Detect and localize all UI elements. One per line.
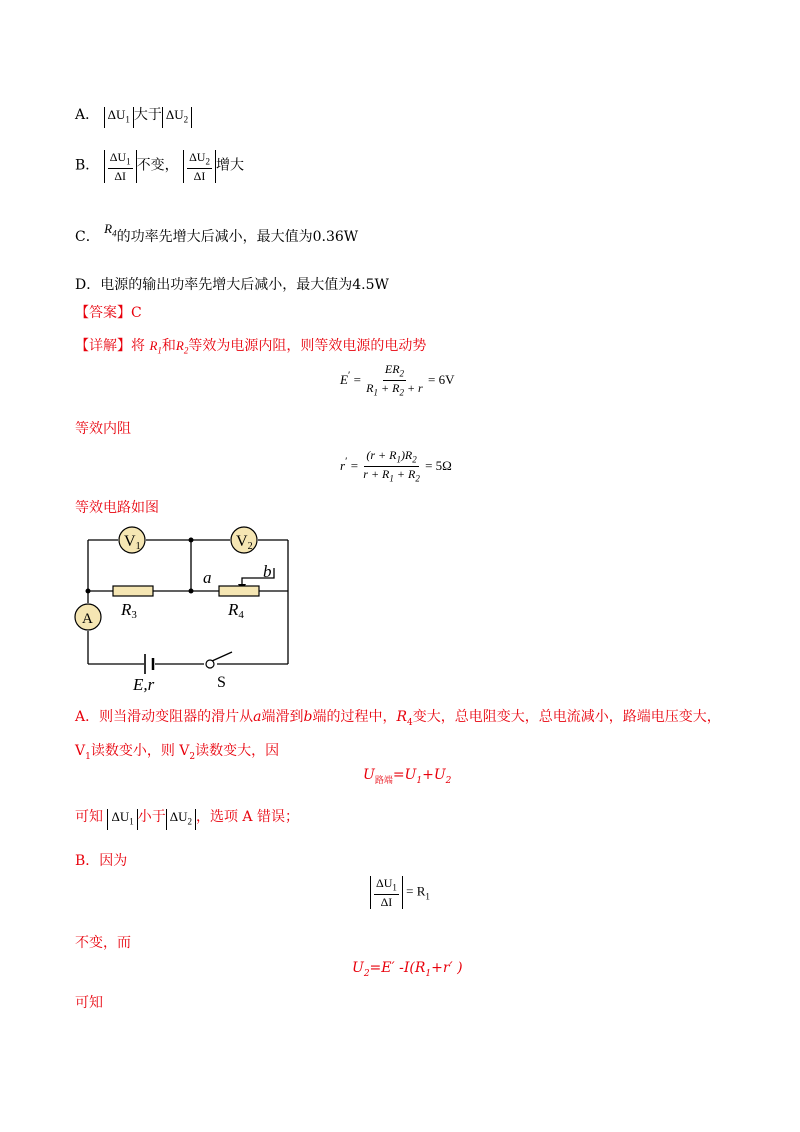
equation-emf: E′ = $\frac{ER_2}{R_1 + R_2 + r}$ = 6V bbox=[340, 362, 455, 398]
option-c bbox=[75, 221, 359, 247]
analysis-b-unchanged: 不变，而 bbox=[75, 935, 131, 951]
ratio-u1-abs: $\frac{\Delta U_1}{\Delta I}$ bbox=[104, 150, 137, 183]
r4-label: R4 bbox=[228, 600, 244, 621]
resistor-r3 bbox=[113, 586, 153, 596]
equation-r-rhs: = 5Ω bbox=[425, 457, 452, 473]
option-c-text: 的功率先增大后减小，最大值为0.36W bbox=[116, 229, 359, 245]
analysis-a-line2: $V_1$读数变小，则 $V_2$读数变大，因 bbox=[75, 743, 280, 762]
ratio-u2-abs: $\frac{\Delta U_2}{\Delta I}$ bbox=[183, 150, 216, 183]
delta-u2-abs: $\Delta U_2$ bbox=[162, 107, 192, 128]
option-b bbox=[75, 150, 244, 183]
option-d bbox=[75, 274, 389, 294]
r3-label: R3 bbox=[121, 600, 137, 621]
option-b-label: B． bbox=[75, 157, 100, 174]
b-label: b bbox=[263, 562, 272, 581]
u2-equation: $U_2=E'$ $-I(R_1+r'$ ) bbox=[352, 960, 463, 979]
option-b-text1: 不变， bbox=[136, 157, 179, 174]
equiv-r-label: 等效内阻 bbox=[75, 421, 131, 437]
explain-bracket: 【详解】 bbox=[75, 338, 131, 354]
option-a bbox=[75, 104, 192, 128]
option-a-text: 大于 bbox=[133, 107, 162, 123]
source-label: E,r bbox=[133, 675, 155, 694]
analysis-b-conclusion: 可知 bbox=[75, 995, 103, 1011]
explain-t2: 和 bbox=[161, 338, 176, 354]
b-equation: $\frac{\Delta U_1}{\Delta I}$ = $R_1$ bbox=[370, 876, 430, 909]
explain-t1: 将 bbox=[131, 338, 145, 354]
option-d-text: 电源的输出功率先增大后减小，最大值为4.5W bbox=[100, 277, 389, 293]
equation-r: r′ = $\frac{(r + R_1)R_2}{r + R_1 + R_2}$ = 5Ω bbox=[340, 448, 452, 484]
switch-contact bbox=[206, 660, 214, 668]
delta-u1-abs: $\Delta U_1$ bbox=[104, 107, 134, 128]
v2-label: V2 bbox=[236, 533, 253, 552]
resistor-r4 bbox=[219, 586, 259, 596]
a-label: a bbox=[203, 568, 212, 587]
option-b-text2: 增大 bbox=[215, 157, 244, 174]
circuit-label: 等效电路如图 bbox=[75, 500, 159, 516]
explain-line bbox=[75, 335, 426, 356]
option-c-var: $R_4$ bbox=[104, 221, 117, 239]
option-d-label: D． bbox=[75, 277, 101, 293]
u-sum-equation: $U_{路端}=U_1+U_2$ bbox=[363, 767, 452, 786]
explain-t3: 等效为电源内阻，则等效电源的电动势 bbox=[188, 338, 427, 354]
answer-line bbox=[75, 302, 142, 322]
ammeter-label: A bbox=[82, 611, 93, 627]
answer-value: C bbox=[131, 305, 142, 321]
circuit-diagram bbox=[60, 520, 310, 695]
r2-symbol: $R_2$ bbox=[175, 338, 189, 356]
option-c-label: C． bbox=[75, 229, 100, 245]
analysis-a-line1: A．则当滑动变阻器的滑片从a端滑到b端的过程中，$R_4$变大，总电阻变大，总电流减小，路端电压变大， bbox=[75, 709, 721, 728]
v1-label: V1 bbox=[124, 533, 141, 552]
switch-label: S bbox=[217, 674, 226, 691]
answer-bracket: 【答案】 bbox=[75, 305, 131, 321]
analysis-b-line: B．因为 bbox=[75, 853, 128, 869]
r1-symbol: $R_1$ bbox=[149, 338, 162, 356]
equation-emf-rhs: = 6V bbox=[427, 371, 455, 387]
analysis-a-conclusion: 可知 $\Delta U_1$ 小于 $\Delta U_2$ ，选项 A 错误； bbox=[75, 806, 299, 830]
option-a-label: A． bbox=[75, 107, 100, 123]
